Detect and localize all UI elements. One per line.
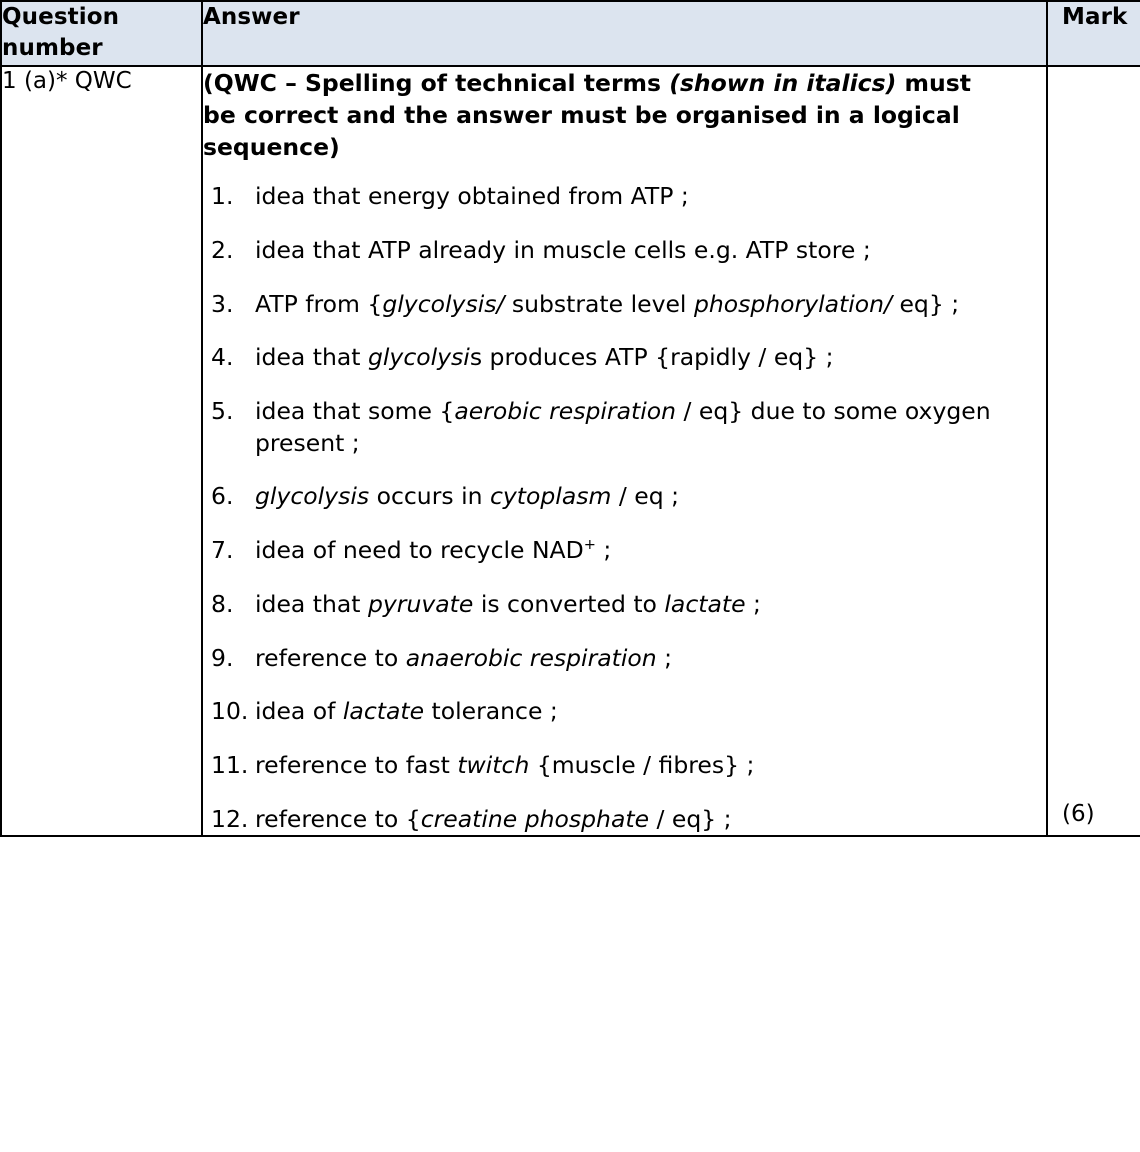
marking-point-text: ATP from {glycolysis/ substrate level phosphorylation/ eq} ; [255, 289, 960, 318]
table-header-row [1, 1, 1140, 66]
marking-point [203, 696, 1046, 728]
marking-point-text: idea that some {aerobic respiration / eq} due to some oxygen present ; [255, 396, 991, 457]
marking-point-number: 5. [211, 396, 234, 425]
marking-point-text: reference to fast twitch {muscle / fibres} ; [255, 751, 755, 779]
qwc-note-part2: must be correct and the answer must be organised in a logical sequence) [203, 68, 971, 161]
qwc-note-italic: (shown in italics) [669, 68, 897, 97]
marking-point-number: 7. [211, 536, 234, 565]
answer-cell [202, 66, 1047, 837]
marking-point [203, 750, 1046, 782]
marking-point-text: idea that glycolysis produces ATP {rapidly / eq} ; [255, 343, 834, 372]
question-number-cell: 1 (a)* QWC [1, 66, 202, 837]
marking-point-text: reference to anaerobic respiration ; [255, 643, 673, 672]
marking-point [203, 481, 1046, 513]
marking-point-text: idea of need to recycle NAD+ ; [255, 536, 612, 565]
marking-point-number: 2. [211, 235, 234, 264]
column-header-answer: Answer [202, 1, 1047, 66]
marking-point [203, 181, 1046, 213]
marking-point-text: reference to {creatine phosphate / eq} ; [255, 804, 732, 833]
column-header-mark: Mark [1047, 1, 1140, 66]
marking-point-number: 11. [211, 751, 249, 779]
marking-point [203, 804, 1046, 836]
column-header-question-number: Question number [1, 1, 202, 66]
marking-point-text: idea that pyruvate is converted to lactate ; [255, 589, 761, 618]
marking-point-number: 4. [211, 343, 234, 372]
marking-point-text: idea that energy obtained from ATP ; [255, 182, 689, 211]
marking-point [203, 289, 1046, 321]
qwc-instruction-note [203, 67, 1003, 164]
marking-point [203, 643, 1046, 675]
mark-cell [1047, 66, 1140, 837]
marking-point-text: glycolysis occurs in cytoplasm / eq ; [255, 482, 679, 511]
marking-point [203, 535, 1046, 567]
marking-point-number: 8. [211, 589, 234, 618]
marking-points-list [203, 181, 1046, 835]
marking-point-number: 9. [211, 643, 234, 672]
marking-point [203, 342, 1046, 374]
qwc-note-part1: (QWC – Spelling of technical terms [203, 68, 670, 97]
marking-point [203, 235, 1046, 267]
marking-point-text: idea of lactate tolerance ; [255, 697, 558, 726]
marking-point-number: 12. [211, 804, 249, 833]
marking-point-number: 10. [211, 697, 249, 726]
marking-point-number: 1. [211, 182, 234, 211]
marking-point-number: 6. [211, 482, 234, 511]
table-row [1, 66, 1140, 837]
mark-total-value: (6) [1062, 801, 1095, 828]
marking-point [203, 396, 1046, 459]
marking-point-number: 3. [211, 289, 234, 318]
marking-point-text: idea that ATP already in muscle cells e.g. ATP store ; [255, 235, 871, 264]
marking-point [203, 589, 1046, 621]
